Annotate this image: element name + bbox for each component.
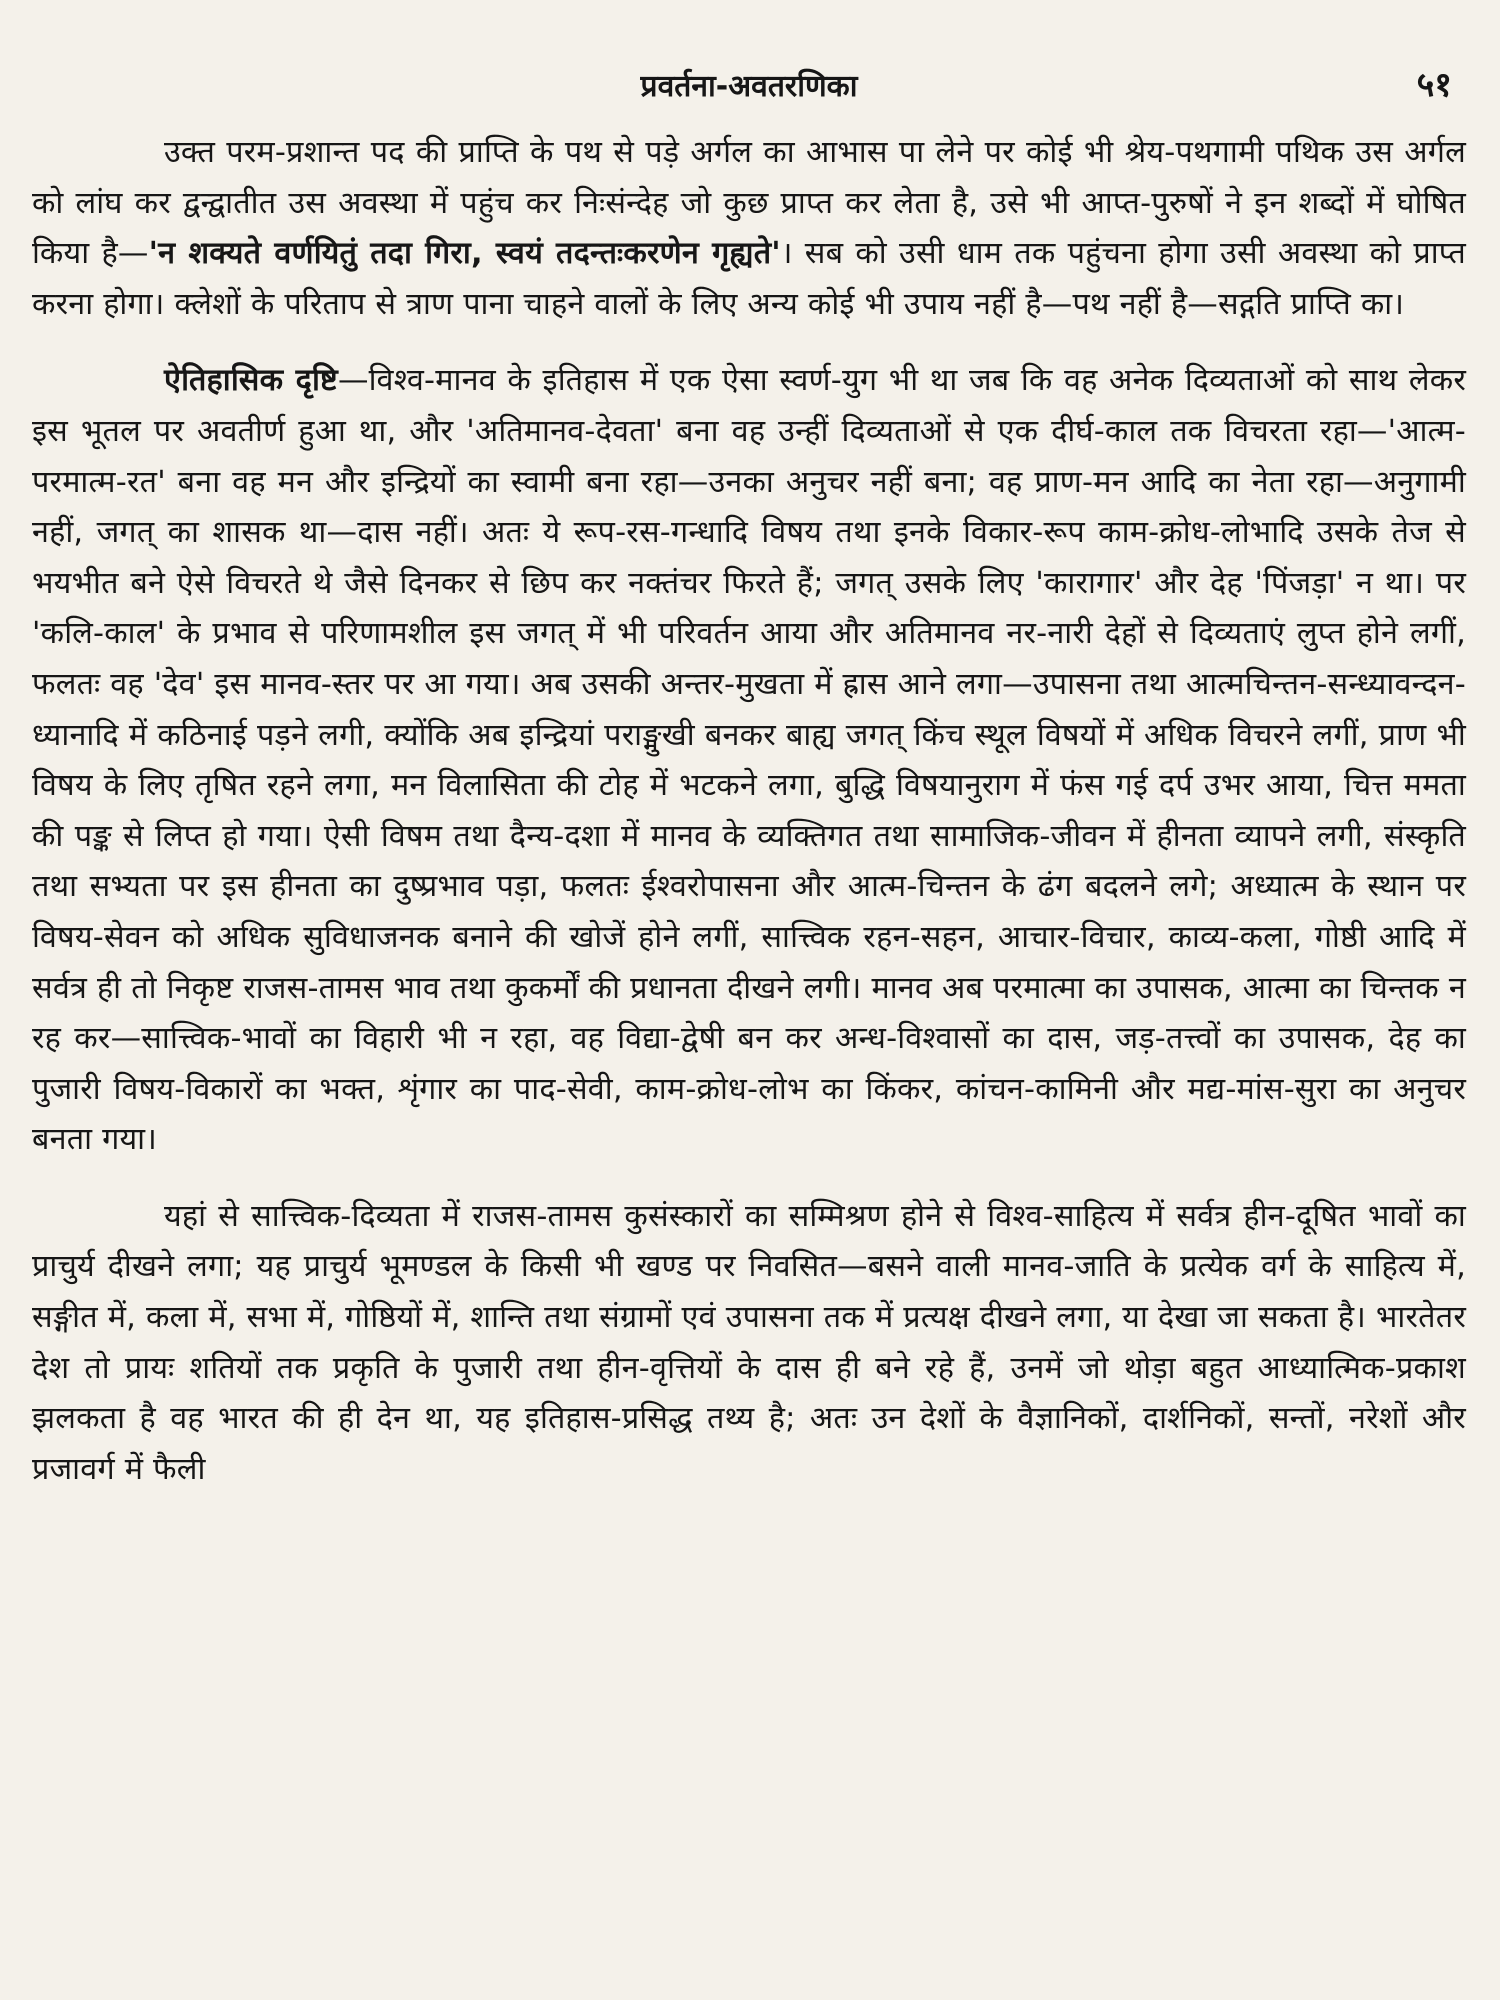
paragraph-1-text-a: उक्त परम-प्रशान्त पद की प्राप्ति के पथ से पड़े अर्गल का आभास पा लेने पर कोई भी श्रेय-पथगामी पथिक उस अर्गल को लांघ कर द्वन्द्वातीत उस अवस्था में पहुंच कर निःसंन्देह जो कुछ प्राप्त कर लेता है, उसे भी आप्त-पुरुषों ने इन शब्दों में घोषित किया है— [32,135,1466,272]
paragraph-3 [32,1192,1466,1496]
sanskrit-quote: 'न शक्यते वर्णयितुं तदा गिरा, स्वयं तदन्तःकरणेन गृह्यते' [148,236,781,272]
paragraph-2-text: —विश्व-मानव के इतिहास में एक ऐसा स्वर्ण-युग भी था जब कि वह अनेक दिव्यताओं को साथ लेकर इस भूतल पर अवतीर्ण हुआ था, और 'अतिमानव-देवता' बना वह उन्हीं दिव्यताओं से एक दीर्घ-काल तक विचरता रहा—'आत्म-परमात्म-रत' बना वह मन और इन्द्रियों का स्वामी बना रहा—उनका अनुचर नहीं बना; वह प्राण-मन आदि का नेता रहा—अनुगामी नहीं, जगत् का शासक था—दास नहीं। अतः ये रूप-रस-गन्धादि विषय तथा इनके विकार-रूप काम-क्रोध-लोभादि उसके तेज से भयभीत बने ऐसे विचरते थे जैसे दिनकर से छिप कर नक्तंचर फिरते हैं; जगत् उसके लिए 'कारागार' और देह 'पिंजड़ा' न था। पर 'कलि-काल' के प्रभाव से परिणामशील इस जगत् में भी परिवर्तन आया और अतिमानव नर-नारी देहों से दिव्यताएं लुप्त होने लगीं, फलतः वह 'देव' इस मानव-स्तर पर आ गया। अब उसकी अन्तर-मुखता में ह्रास आने लगा—उपासना तथा आत्मचिन्तन-सन्ध्यावन्दन-ध्यानादि में कठिनाई पड़ने लगी, क्योंकि अब इन्द्रियां पराङ्मुखी बनकर बाह्य जगत् किंच स्थूल विषयों में अधिक विचरने लगीं, प्राण भी विषय के लिए तृषित रहने लगा, मन विलासिता की टोह में भटकने लगा, बुद्धि विषयानुराग में फंस गई दर्प उभर आया, चित्त ममता की पङ्क से लिप्त हो गया। ऐसी विषम तथा दैन्य-दशा में मानव के व्यक्तिगत तथा सामाजिक-जीवन में हीनता व्यापने लगी, संस्कृति तथा सभ्यता पर इस हीनता का दुष्प्रभाव पड़ा, फलतः ईश्वरोपासना और आत्म-चिन्तन के ढंग बदलने लगे; अध्यात्म के स्थान पर विषय-सेवन को अधिक सुविधाजनक बनाने की खोजें होने लगीं, सात्त्विक रहन-सहन, आचार-विचार, काव्य-कला, गोष्ठी आदि में सर्वत्र ही तो निकृष्ट राजस-तामस भाव तथा कुकर्मों की प्रधानता दीखने लगी। मानव अब परमात्मा का उपासक, आत्मा का चिन्तक न रह कर—सात्त्विक-भावों का विहारी भी न रहा, वह विद्या-द्वेषी बन कर अन्ध-विश्वासों का दास, जड़-तत्त्वों का उपासक, देह का पुजारी विषय-विकारों का भक्त, शृंगार का पाद-सेवी, काम-क्रोध-लोभ का किंकर, कांचन-कामिनी और मद्य-मांस-सुरा का अनुचर बनता गया। [32,363,1466,1158]
paragraph-3-text: यहां से सात्त्विक-दिव्यता में राजस-तामस कुसंस्कारों का सम्मिश्रण होने से विश्व-साहित्य में सर्वत्र हीन-दूषित भावों का प्राचुर्य दीखने लगा; यह प्राचुर्य भूमण्डल के किसी भी खण्ड पर निवसित—बसने वाली मानव-जाति के प्रत्येक वर्ग के साहित्य में, सङ्गीत में, कला में, सभा में, गोष्ठियों में, शान्ति तथा संग्रामों एवं उपासना तक में प्रत्यक्ष दीखने लगा, या देखा जा सकता है। भारतेतर देश तो प्रायः शतियों तक प्रकृति के पुजारी तथा हीन-वृत्तियों के दास ही बने रहे हैं, उनमें जो थोड़ा बहुत आध्यात्मिक-प्रकाश झलकता है वह भारत की ही देन था, यह इतिहास-प्रसिद्ध तथ्य है; अतः उन देशों के वैज्ञानिकों, दार्शनिकों, सन्तों, नरेशों और प्रजावर्ग में फैली [32,1198,1466,1487]
paragraph-1 [32,128,1466,330]
page-number: ५१ [1416,65,1452,105]
paragraph-2 [32,356,1466,1166]
paragraph-1-text-b: । सब को उसी धाम तक पहुंचना होगा उसी अवस्था को प्राप्त करना होगा। क्लेशों के परिताप से त्राण पाना चाहने वालों के लिए अन्य कोई भी उपाय नहीं है—पथ नहीं है—सद्गति प्राप्ति का। [32,236,1466,322]
running-header [32,40,1466,105]
section-heading-historical-view: ऐतिहासिक दृष्टि [164,363,338,399]
chapter-title: प्रवर्तना-अवतरणिका [640,69,858,104]
